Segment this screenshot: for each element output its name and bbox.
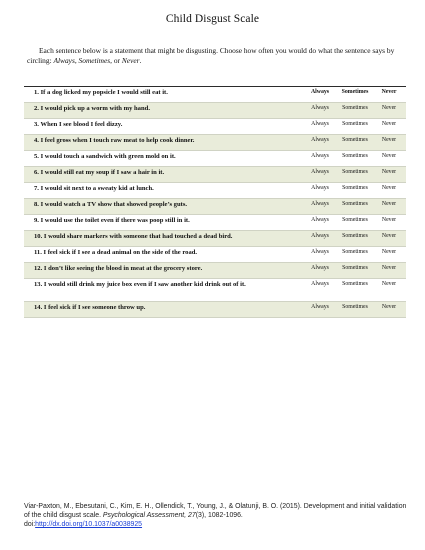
option-never[interactable]: Never — [381, 169, 397, 175]
option-never[interactable]: Never — [381, 265, 397, 271]
item-text: 3. When I see blood I feel dizzy. — [34, 121, 123, 128]
item-text: 5. I would touch a sandwich with green mold on it. — [34, 153, 176, 160]
option-never[interactable]: Never — [381, 217, 397, 223]
item-text: 1. If a dog licked my popsicle I would still eat it. — [34, 89, 168, 96]
option-always[interactable]: Always — [311, 304, 329, 310]
option-always[interactable]: Always — [311, 201, 329, 207]
item-row — [24, 279, 406, 302]
citation-issue: (3), 1082-1096. — [195, 512, 243, 520]
option-always[interactable]: Always — [311, 121, 329, 127]
instructions-end: . — [139, 56, 142, 66]
option-sometimes[interactable]: Sometimes — [341, 89, 369, 95]
citation-authors: Viar-Paxton, M., Ebesutani, C., Kim, E. H., Ollendick, T., Young, J., & Olatunji, B. O. (2015). Development and initial validation of the child disgust scale. — [24, 503, 407, 520]
item-row — [24, 135, 406, 151]
option-never[interactable]: Never — [381, 105, 397, 111]
item-text: 4. I feel gross when I touch raw meat to help cook dinner. — [34, 137, 195, 144]
option-sometimes[interactable]: Sometimes — [342, 185, 368, 191]
option-sometimes[interactable]: Sometimes — [342, 201, 368, 207]
option-sometimes[interactable]: Sometimes — [342, 304, 368, 310]
item-row — [24, 167, 406, 183]
instructions-option-sometimes: Sometimes — [78, 56, 111, 66]
option-always[interactable]: Always — [311, 185, 329, 191]
item-text: 14. I feel sick if I see someone throw up. — [34, 304, 146, 311]
item-text: 12. I don’t like seeing the blood in meat at the grocery store. — [34, 265, 203, 272]
option-sometimes[interactable]: Sometimes — [342, 233, 368, 239]
citation-doi-prefix: doi: — [24, 521, 36, 529]
option-always[interactable]: Always — [311, 137, 329, 143]
option-sometimes[interactable]: Sometimes — [342, 265, 368, 271]
option-always[interactable]: Always — [311, 169, 329, 175]
instructions — [27, 46, 407, 66]
item-row — [24, 247, 406, 263]
item-row — [24, 302, 406, 318]
instructions-separator: , — [74, 56, 79, 66]
option-sometimes[interactable]: Sometimes — [342, 121, 368, 127]
scale-table — [24, 86, 406, 318]
item-row — [24, 151, 406, 167]
instructions-text: Each sentence below is a statement that might be disgusting. Choose how often you would do what the sentence says by circling: — [27, 46, 395, 66]
option-always[interactable]: Always — [311, 233, 329, 239]
item-row — [24, 231, 406, 247]
option-never[interactable]: Never — [381, 137, 397, 143]
citation-doi-link[interactable]: http://dx.doi.org/10.1037/a0038925 — [35, 521, 143, 529]
option-sometimes[interactable]: Sometimes — [342, 281, 368, 287]
item-row — [24, 86, 406, 103]
item-row — [24, 199, 406, 215]
option-sometimes[interactable]: Sometimes — [342, 249, 368, 255]
item-text: 9. I would use the toilet even if there was poop still in it. — [34, 217, 190, 224]
option-sometimes[interactable]: Sometimes — [342, 217, 368, 223]
option-never[interactable]: Never — [381, 304, 397, 310]
item-row — [24, 215, 406, 231]
option-sometimes[interactable]: Sometimes — [342, 153, 368, 159]
citation-journal: Psychological Assessment, — [102, 512, 187, 520]
option-never[interactable]: Never — [381, 249, 397, 255]
citation — [24, 502, 409, 530]
item-row — [24, 263, 406, 279]
citation-volume: 27 — [186, 512, 196, 520]
option-sometimes[interactable]: Sometimes — [342, 105, 368, 111]
option-never[interactable]: Never — [381, 233, 397, 239]
option-never[interactable]: Never — [381, 153, 397, 159]
option-never[interactable]: Never — [381, 185, 397, 191]
option-sometimes[interactable]: Sometimes — [342, 137, 368, 143]
item-text: 6. I would still eat my soup if I saw a hair in it. — [34, 169, 165, 176]
option-never[interactable]: Never — [381, 89, 397, 95]
item-text: 2. I would pick up a worm with my hand. — [34, 105, 150, 112]
option-always[interactable]: Always — [311, 153, 329, 159]
item-row — [24, 183, 406, 199]
option-never[interactable]: Never — [381, 121, 397, 127]
option-never[interactable]: Never — [381, 281, 397, 287]
instructions-separator: , or — [110, 56, 122, 66]
item-text: 10. I would share markers with someone that had touched a dead bird. — [34, 233, 233, 240]
instructions-option-always: Always — [53, 56, 75, 66]
item-row — [24, 119, 406, 135]
item-text: 11. I feel sick if I see a dead animal on the side of the road. — [34, 249, 198, 256]
option-never[interactable]: Never — [381, 201, 397, 207]
item-text: 7. I would sit next to a sweaty kid at lunch. — [34, 185, 154, 192]
option-always[interactable]: Always — [310, 89, 330, 95]
option-sometimes[interactable]: Sometimes — [342, 169, 368, 175]
option-always[interactable]: Always — [311, 105, 329, 111]
page-title: Child Disgust Scale — [165, 13, 260, 25]
item-row — [24, 103, 406, 119]
option-always[interactable]: Always — [311, 217, 329, 223]
instructions-option-never: Never — [121, 56, 140, 66]
item-text: 13. I would still drink my juice box even if I saw another kid drink out of it. — [34, 281, 246, 288]
option-always[interactable]: Always — [311, 281, 329, 287]
option-always[interactable]: Always — [311, 249, 329, 255]
item-text: 8. I would watch a TV show that showed people’s guts. — [34, 201, 188, 208]
option-always[interactable]: Always — [311, 265, 329, 271]
